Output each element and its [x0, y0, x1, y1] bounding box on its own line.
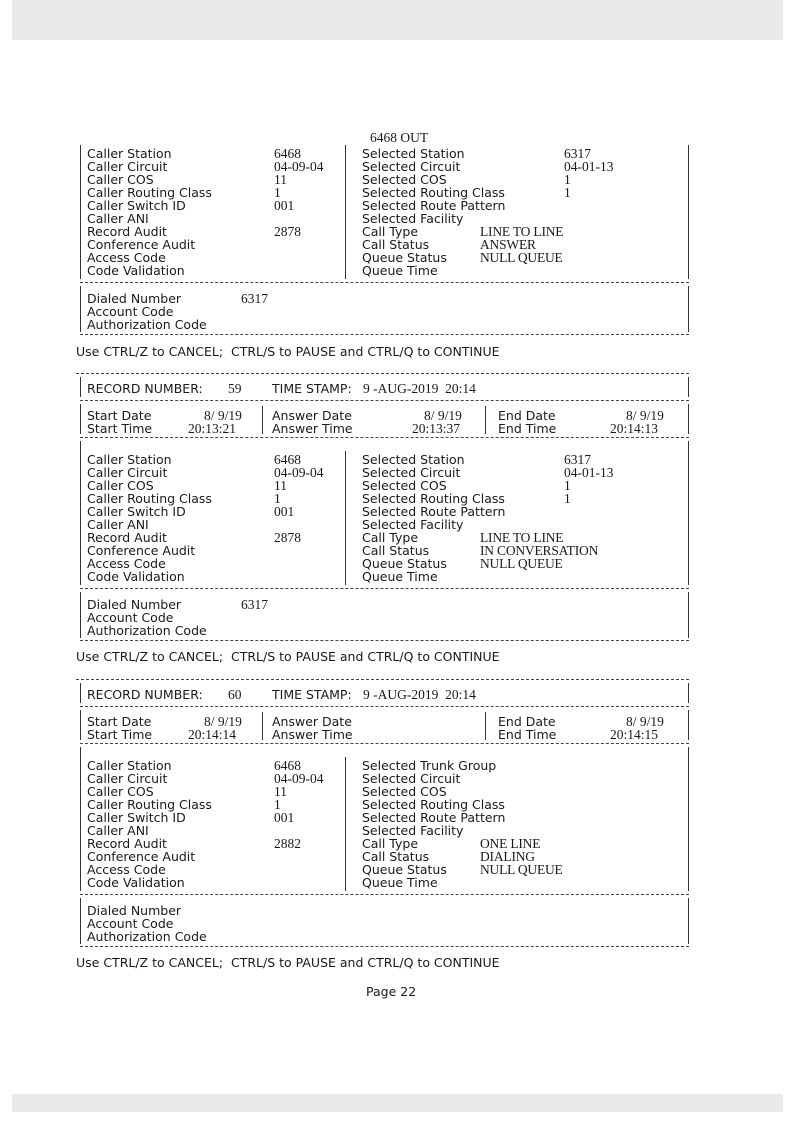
- keyboard-prompt: Use CTRL/Z to CANCEL; CTRL/S to PAUSE and CTRL/Q to CONTINUE: [76, 344, 500, 359]
- caller-circuit-value: 04-09-04: [274, 465, 324, 480]
- selected-routing-class-value: 1: [564, 185, 571, 200]
- column-divider: [345, 451, 346, 585]
- caller-switch-id-value: 001: [274, 198, 295, 213]
- time-stamp-label: TIME STAMP:: [272, 687, 352, 702]
- caller-circuit-label: Caller Circuit: [87, 159, 168, 174]
- selected-routing-class-label: Selected Routing Class: [362, 797, 505, 812]
- record-audit-value: 2878: [274, 224, 301, 239]
- caller-station-label: Caller Station: [87, 146, 172, 161]
- caller-cos-value: 11: [274, 172, 287, 187]
- record-heading: 6468 OUT: [370, 130, 429, 145]
- column-divider: [345, 145, 346, 279]
- left-border: [80, 747, 81, 891]
- answer-time-label: Answer Time: [272, 421, 353, 436]
- call-status-label: Call Status: [362, 849, 430, 864]
- start-date-value: 8/ 9/19: [204, 408, 242, 423]
- page-number: Page 22: [366, 984, 417, 999]
- right-border: [688, 592, 689, 638]
- dialed-number-label: Dialed Number: [87, 903, 182, 918]
- queue-time-label: Queue Time: [362, 875, 438, 890]
- start-date-label: Start Date: [87, 408, 152, 423]
- selected-station-label: Selected Station: [362, 146, 465, 161]
- answer-time-label: Answer Time: [272, 727, 353, 742]
- left-border: [80, 592, 81, 638]
- end-time-label: End Time: [498, 727, 557, 742]
- time-stamp-label: TIME STAMP:: [272, 381, 352, 396]
- separator: [80, 640, 689, 641]
- selected-facility-label: Selected Facility: [362, 823, 464, 838]
- end-time-value: 20:14:13: [610, 421, 659, 436]
- answer-date-value: 8/ 9/19: [424, 408, 462, 423]
- queue-status-label: Queue Status: [362, 250, 447, 265]
- record-audit-label: Record Audit: [87, 530, 167, 545]
- caller-switch-id-value: 001: [274, 504, 295, 519]
- scan-top-band: [12, 0, 783, 40]
- right-border: [688, 747, 689, 891]
- caller-ani-label: Caller ANI: [87, 517, 149, 532]
- keyboard-prompt: Use CTRL/Z to CANCEL; CTRL/S to PAUSE and CTRL/Q to CONTINUE: [76, 649, 500, 664]
- queue-status-value: NULL QUEUE: [480, 250, 563, 265]
- start-time-label: Start Time: [87, 421, 153, 436]
- record-number-value: 59: [228, 381, 242, 396]
- access-code-label: Access Code: [87, 250, 166, 265]
- left-border: [80, 441, 81, 585]
- end-date-label: End Date: [498, 714, 556, 729]
- record-audit-label: Record Audit: [87, 836, 167, 851]
- selected-facility-label: Selected Facility: [362, 211, 464, 226]
- start-time-value: 20:13:21: [188, 421, 237, 436]
- left-border: [80, 683, 81, 703]
- right-border: [688, 377, 689, 397]
- selected-cos-value: 1: [564, 172, 571, 187]
- end-date-label: End Date: [498, 408, 556, 423]
- code-validation-label: Code Validation: [87, 263, 185, 278]
- record-audit-value: 2878: [274, 530, 301, 545]
- caller-circuit-value: 04-09-04: [274, 159, 324, 174]
- left-border: [80, 710, 81, 740]
- selected-circuit-label: Selected Circuit: [362, 159, 461, 174]
- dialed-number-label: Dialed Number: [87, 597, 182, 612]
- conference-audit-label: Conference Audit: [87, 849, 196, 864]
- caller-station-label: Caller Station: [87, 758, 172, 773]
- caller-station-value: 6468: [274, 452, 301, 467]
- answer-date-label: Answer Date: [272, 408, 352, 423]
- separator: [80, 946, 689, 947]
- separator: [80, 894, 689, 895]
- answer-time-value: 20:13:37: [412, 421, 461, 436]
- record-number-label: RECORD NUMBER:: [87, 687, 203, 702]
- access-code-label: Access Code: [87, 556, 166, 571]
- selected-facility-label: Selected Facility: [362, 517, 464, 532]
- start-date-label: Start Date: [87, 714, 152, 729]
- column-divider: [262, 712, 263, 740]
- caller-routing-class-label: Caller Routing Class: [87, 185, 212, 200]
- right-border: [688, 286, 689, 332]
- keyboard-prompt: Use CTRL/Z to CANCEL; CTRL/S to PAUSE and CTRL/Q to CONTINUE: [76, 955, 500, 970]
- dialed-number-label: Dialed Number: [87, 291, 182, 306]
- separator: [76, 373, 689, 374]
- access-code-label: Access Code: [87, 862, 166, 877]
- caller-circuit-label: Caller Circuit: [87, 771, 168, 786]
- right-border: [688, 683, 689, 703]
- time-stamp-value: 9 -AUG-2019 20:14: [363, 381, 476, 396]
- caller-cos-label: Caller COS: [87, 784, 154, 799]
- call-type-value: LINE TO LINE: [480, 530, 564, 545]
- end-time-label: End Time: [498, 421, 557, 436]
- time-stamp-value: 9 -AUG-2019 20:14: [363, 687, 476, 702]
- separator: [80, 743, 689, 744]
- column-divider: [485, 406, 486, 434]
- left-border: [80, 377, 81, 397]
- caller-cos-label: Caller COS: [87, 478, 154, 493]
- authorization-code-label: Authorization Code: [87, 317, 207, 332]
- end-date-value: 8/ 9/19: [626, 714, 664, 729]
- selected-route-pattern-label: Selected Route Pattern: [362, 810, 506, 825]
- selected-circuit-value: 04-01-13: [564, 159, 614, 174]
- call-type-label: Call Type: [362, 836, 419, 851]
- selected-station-label: Selected Station: [362, 452, 465, 467]
- right-border: [688, 145, 689, 279]
- separator: [80, 437, 689, 438]
- selected-circuit-label: Selected Circuit: [362, 771, 461, 786]
- dialed-number-value: 6317: [241, 597, 268, 612]
- caller-station-value: 6468: [274, 146, 301, 161]
- conference-audit-label: Conference Audit: [87, 543, 196, 558]
- code-validation-label: Code Validation: [87, 875, 185, 890]
- end-date-value: 8/ 9/19: [626, 408, 664, 423]
- caller-cos-value: 11: [274, 478, 287, 493]
- selected-cos-value: 1: [564, 478, 571, 493]
- queue-status-label: Queue Status: [362, 862, 447, 877]
- start-date-value: 8/ 9/19: [204, 714, 242, 729]
- caller-station-label: Caller Station: [87, 452, 172, 467]
- right-border: [688, 898, 689, 944]
- column-divider: [262, 406, 263, 434]
- conference-audit-label: Conference Audit: [87, 237, 196, 252]
- call-status-value: DIALING: [480, 849, 535, 864]
- call-type-label: Call Type: [362, 224, 419, 239]
- selected-routing-class-value: 1: [564, 491, 571, 506]
- caller-switch-id-label: Caller Switch ID: [87, 198, 186, 213]
- caller-switch-id-label: Caller Switch ID: [87, 504, 186, 519]
- caller-circuit-value: 04-09-04: [274, 771, 324, 786]
- queue-time-label: Queue Time: [362, 263, 438, 278]
- call-status-value: IN CONVERSATION: [480, 543, 599, 558]
- caller-routing-class-label: Caller Routing Class: [87, 491, 212, 506]
- end-time-value: 20:14:15: [610, 727, 659, 742]
- selected-route-pattern-label: Selected Route Pattern: [362, 198, 506, 213]
- call-status-label: Call Status: [362, 237, 430, 252]
- column-divider: [345, 757, 346, 891]
- queue-status-value: NULL QUEUE: [480, 862, 563, 877]
- selected-trunk-group-label: Selected Trunk Group: [362, 758, 497, 773]
- call-status-label: Call Status: [362, 543, 430, 558]
- queue-status-value: NULL QUEUE: [480, 556, 563, 571]
- selected-route-pattern-label: Selected Route Pattern: [362, 504, 506, 519]
- caller-routing-class-label: Caller Routing Class: [87, 797, 212, 812]
- right-border: [688, 404, 689, 434]
- record-number-value: 60: [228, 687, 242, 702]
- caller-ani-label: Caller ANI: [87, 211, 149, 226]
- caller-switch-id-value: 001: [274, 810, 295, 825]
- right-border: [688, 441, 689, 585]
- dialed-number-value: 6317: [241, 291, 268, 306]
- caller-routing-class-value: 1: [274, 797, 281, 812]
- separator: [80, 706, 689, 707]
- call-type-value: ONE LINE: [480, 836, 541, 851]
- selected-routing-class-label: Selected Routing Class: [362, 185, 505, 200]
- account-code-label: Account Code: [87, 610, 174, 625]
- selected-circuit-value: 04-01-13: [564, 465, 614, 480]
- start-time-label: Start Time: [87, 727, 153, 742]
- column-divider: [485, 712, 486, 740]
- caller-routing-class-value: 1: [274, 491, 281, 506]
- answer-date-label: Answer Date: [272, 714, 352, 729]
- account-code-label: Account Code: [87, 304, 174, 319]
- queue-status-label: Queue Status: [362, 556, 447, 571]
- caller-routing-class-value: 1: [274, 185, 281, 200]
- left-border: [80, 404, 81, 434]
- scan-bottom-band: [12, 1094, 783, 1112]
- left-border: [80, 286, 81, 332]
- caller-circuit-label: Caller Circuit: [87, 465, 168, 480]
- selected-cos-label: Selected COS: [362, 784, 447, 799]
- separator: [80, 588, 689, 589]
- caller-station-value: 6468: [274, 758, 301, 773]
- call-type-value: LINE TO LINE: [480, 224, 564, 239]
- selected-cos-label: Selected COS: [362, 172, 447, 187]
- selected-station-value: 6317: [564, 452, 591, 467]
- selected-routing-class-label: Selected Routing Class: [362, 491, 505, 506]
- start-time-value: 20:14:14: [188, 727, 237, 742]
- record-audit-value: 2882: [274, 836, 301, 851]
- caller-cos-value: 11: [274, 784, 287, 799]
- selected-station-value: 6317: [564, 146, 591, 161]
- code-validation-label: Code Validation: [87, 569, 185, 584]
- separator: [80, 282, 689, 283]
- separator: [80, 400, 689, 401]
- right-border: [688, 710, 689, 740]
- record-number-label: RECORD NUMBER:: [87, 381, 203, 396]
- selected-cos-label: Selected COS: [362, 478, 447, 493]
- separator: [76, 679, 689, 680]
- authorization-code-label: Authorization Code: [87, 623, 207, 638]
- authorization-code-label: Authorization Code: [87, 929, 207, 944]
- selected-circuit-label: Selected Circuit: [362, 465, 461, 480]
- caller-switch-id-label: Caller Switch ID: [87, 810, 186, 825]
- call-status-value: ANSWER: [480, 237, 536, 252]
- caller-cos-label: Caller COS: [87, 172, 154, 187]
- account-code-label: Account Code: [87, 916, 174, 931]
- queue-time-label: Queue Time: [362, 569, 438, 584]
- left-border: [80, 145, 81, 279]
- left-border: [80, 898, 81, 944]
- call-type-label: Call Type: [362, 530, 419, 545]
- caller-ani-label: Caller ANI: [87, 823, 149, 838]
- record-audit-label: Record Audit: [87, 224, 167, 239]
- separator: [80, 334, 689, 335]
